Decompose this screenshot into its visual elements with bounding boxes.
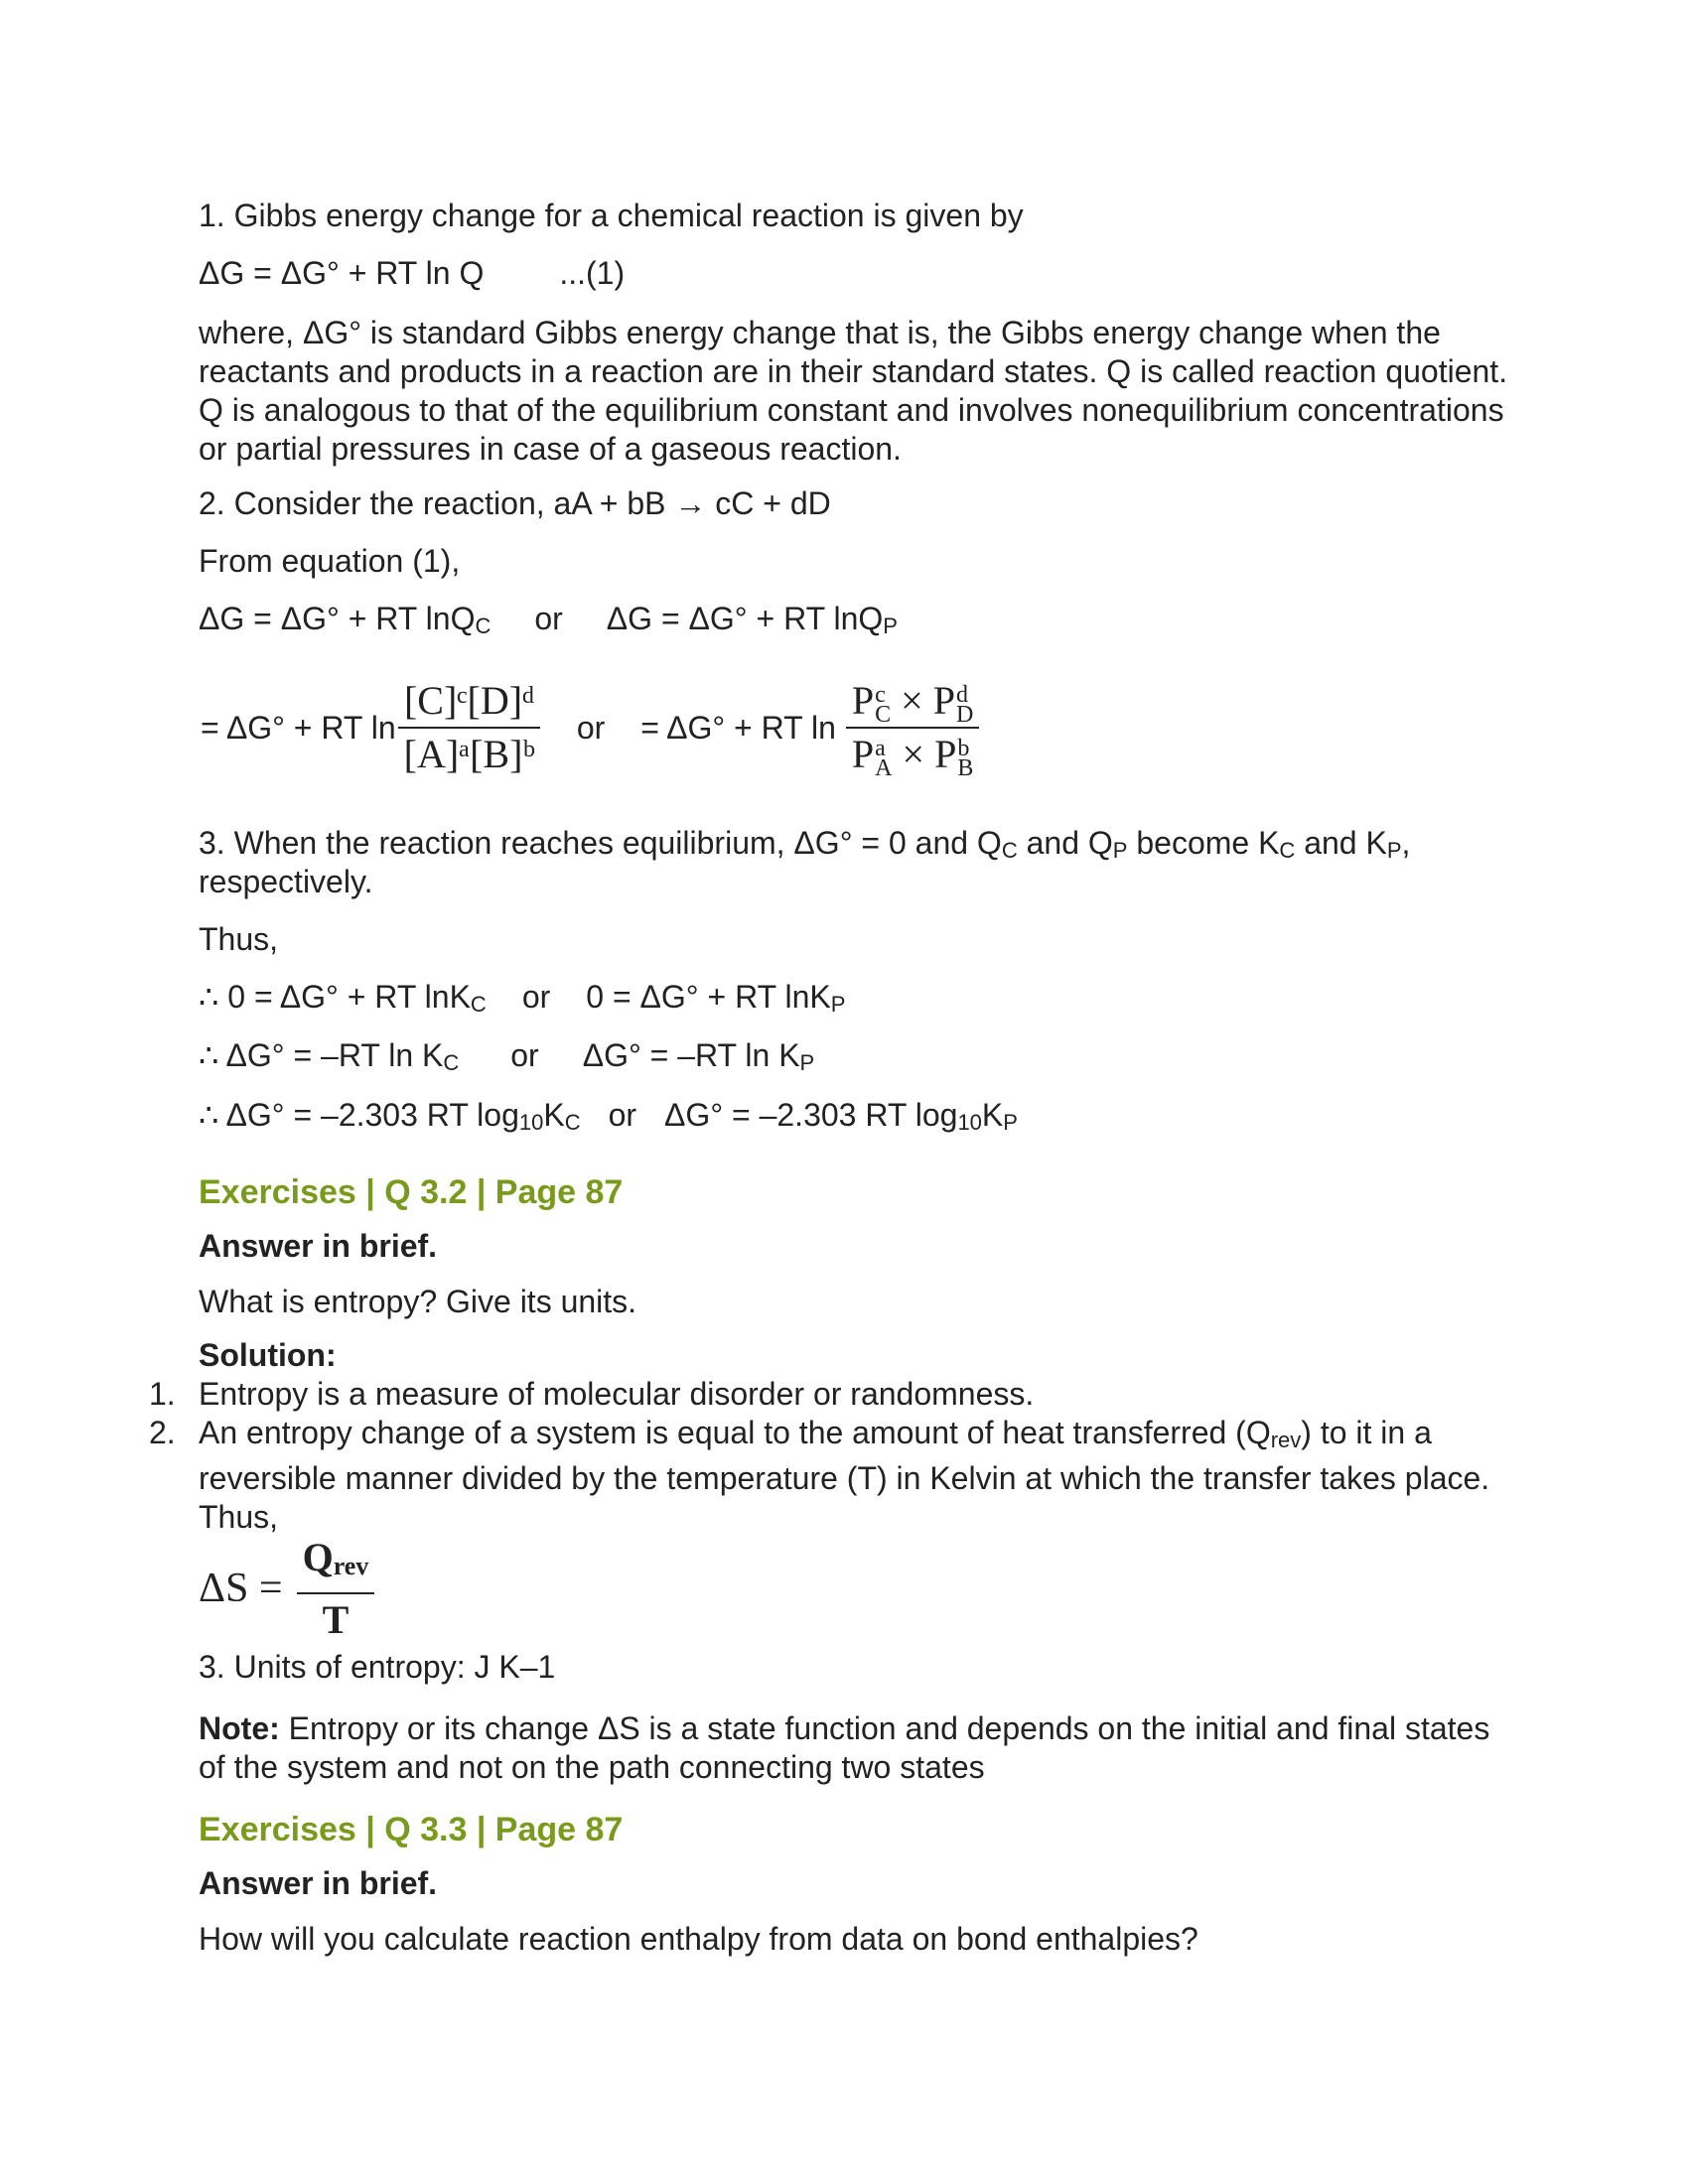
- eq-c-prefix: = ΔG° + RT ln: [201, 709, 396, 746]
- pressure-fraction: [846, 675, 979, 780]
- r3a-k: K: [543, 1097, 565, 1133]
- eq-stmt-p2: P: [1386, 838, 1402, 863]
- p-a-sup: a: [875, 735, 886, 761]
- r1a: ∴ 0 = ΔG° + RT lnK: [199, 979, 471, 1015]
- r3a: ∴ ΔG° = –2.303 RT log: [199, 1097, 519, 1133]
- reaction-statement: 2. Consider the reaction, aA + bB → cC + dD: [199, 485, 831, 521]
- q-letter: Q: [302, 1534, 334, 1579]
- answer-in-brief-label: Answer in brief.: [199, 1228, 438, 1264]
- note-text: Entropy or its change ΔS is a state function and depends on the initial and final states of the system and not on the path connecting two states: [199, 1710, 1490, 1785]
- result-row-2: [199, 1036, 814, 1082]
- r3-or: or: [608, 1097, 637, 1133]
- question-bond-enthalpy: How will you calculate reaction enthalpy from data on bond enthalpies?: [199, 1921, 1198, 1957]
- eq-stmt-and2: and K: [1295, 825, 1387, 861]
- list-item-1: Entropy is a measure of molecular disorder or randomness.: [199, 1376, 1035, 1412]
- r3b: ΔG° = –2.303 RT log: [664, 1097, 958, 1133]
- r2-or: or: [510, 1037, 539, 1073]
- r1-or: or: [521, 979, 551, 1015]
- r3b-k: K: [981, 1097, 1004, 1133]
- sub-p: P: [883, 614, 898, 638]
- eq-d-prefix: = ΔG° + RT ln: [640, 709, 836, 746]
- equation-1-text: ΔG = ΔG° + RT ln Q: [199, 255, 485, 291]
- item2-rev: rev: [1270, 1428, 1302, 1452]
- r3b-10: 10: [957, 1110, 982, 1135]
- r1b-p: P: [830, 992, 846, 1017]
- from-equation: From equation (1),: [199, 543, 461, 579]
- rev-sub: rev: [333, 1551, 369, 1580]
- r3a-10: 10: [518, 1110, 544, 1135]
- solution-label: Solution:: [199, 1337, 337, 1373]
- times-2: ×: [902, 732, 925, 776]
- equilibrium-statement: [199, 824, 1410, 870]
- entropy-formula: [199, 1534, 374, 1642]
- p-d-scripts: [955, 681, 974, 728]
- equation-1-tag: ...(1): [559, 255, 626, 291]
- p-c-sub: C: [875, 701, 892, 728]
- r3a-c: C: [564, 1110, 581, 1135]
- eq-conc: ΔG = ΔG° + RT lnQ: [199, 601, 476, 636]
- delta-g-equations: [199, 600, 898, 645]
- p-d: P: [932, 678, 955, 723]
- exercise-heading-3-3[interactable]: Exercises | Q 3.3 | Page 87: [199, 1811, 624, 1848]
- concentration-denominator: [A]ᵃ[B]ᵇ: [403, 732, 535, 776]
- p-b: P: [934, 732, 957, 776]
- eq-stmt-c1: C: [1001, 838, 1018, 863]
- eq-stmt-p1: P: [1112, 838, 1128, 863]
- concentration-fraction: [398, 675, 541, 780]
- r2a-c: C: [443, 1050, 460, 1075]
- entropy-units: 3. Units of entropy: J K–1: [199, 1649, 556, 1685]
- pressure-numerator: [846, 675, 979, 729]
- delta-s: ΔS =: [199, 1566, 283, 1611]
- note-label: Note:: [199, 1710, 280, 1746]
- intro-gibbs: 1. Gibbs energy change for a chemical reaction is given by: [199, 198, 1024, 233]
- entropy-numerator: [297, 1532, 375, 1594]
- list-number-1: 1.: [149, 1376, 176, 1412]
- p-d-sup: d: [955, 681, 968, 708]
- concentration-numerator: [C]ᶜ[D]ᵈ: [398, 675, 541, 729]
- p-a-scripts: [875, 735, 893, 781]
- p-c: P: [851, 678, 875, 723]
- r1b: 0 = ΔG° + RT lnK: [586, 979, 831, 1015]
- equation-1: [199, 254, 625, 293]
- p-d-sub: D: [955, 701, 974, 728]
- list-number-2: 2.: [149, 1415, 176, 1450]
- eq-stmt-1: 3. When the reaction reaches equilibrium, ΔG° = 0 and Q: [199, 825, 1002, 861]
- p-a-sub: A: [875, 754, 893, 781]
- p-a: P: [851, 732, 875, 776]
- list-item-2: [199, 1414, 1509, 1537]
- entropy-denominator: T: [322, 1596, 350, 1642]
- eq-stmt-and: and Q: [1017, 825, 1113, 861]
- p-b-sup: b: [957, 735, 970, 761]
- result-row-1: [199, 978, 845, 1024]
- r2b-p: P: [799, 1050, 815, 1075]
- question-entropy: What is entropy? Give its units.: [199, 1284, 637, 1319]
- item2-b: ) to it in a reversible manner divided by the temperature (T) in Kelvin at which the transfer takes place. Thus,: [199, 1415, 1490, 1535]
- eq-stmt-comma: ,: [1401, 825, 1411, 861]
- r1a-c: C: [470, 992, 487, 1017]
- or-word-2: or: [576, 709, 606, 746]
- fraction-equations: [199, 663, 979, 792]
- p-c-sup: c: [875, 681, 886, 708]
- p-b-sub: B: [957, 754, 974, 781]
- respectively: respectively.: [199, 864, 373, 899]
- pressure-denominator: [846, 729, 979, 780]
- eq-stmt-become: become K: [1127, 825, 1280, 861]
- entropy-note: [199, 1709, 1509, 1787]
- p-c-scripts: [875, 681, 892, 728]
- sub-c: C: [475, 614, 492, 638]
- r2b: ΔG° = –RT ln K: [582, 1037, 800, 1073]
- thus: Thus,: [199, 921, 279, 957]
- entropy-fraction: [297, 1532, 375, 1646]
- times-1: ×: [901, 678, 923, 723]
- r3b-p: P: [1003, 1110, 1018, 1135]
- eq-stmt-c2: C: [1279, 838, 1296, 863]
- exercise-heading-3-2[interactable]: Exercises | Q 3.2 | Page 87: [199, 1173, 624, 1211]
- item2-a: An entropy change of a system is equal to the amount of heat transferred (Q: [199, 1415, 1271, 1450]
- or-word: or: [534, 601, 563, 636]
- r2a: ∴ ΔG° = –RT ln K: [199, 1037, 444, 1073]
- eq-pres: ΔG = ΔG° + RT lnQ: [606, 601, 884, 636]
- answer-in-brief-label-2: Answer in brief.: [199, 1865, 438, 1901]
- result-row-3: [199, 1096, 1018, 1142]
- gibbs-explanation: where, ΔG° is standard Gibbs energy change that is, the Gibbs energy change when the reactants and products in a reaction are in their standard states. Q is called reaction quotient. Q is analogous to that of the equilibrium constant and involves nonequilibrium concentrations or partial pressures in case of a gaseous reaction.: [199, 315, 1508, 467]
- p-b-scripts: [957, 735, 974, 781]
